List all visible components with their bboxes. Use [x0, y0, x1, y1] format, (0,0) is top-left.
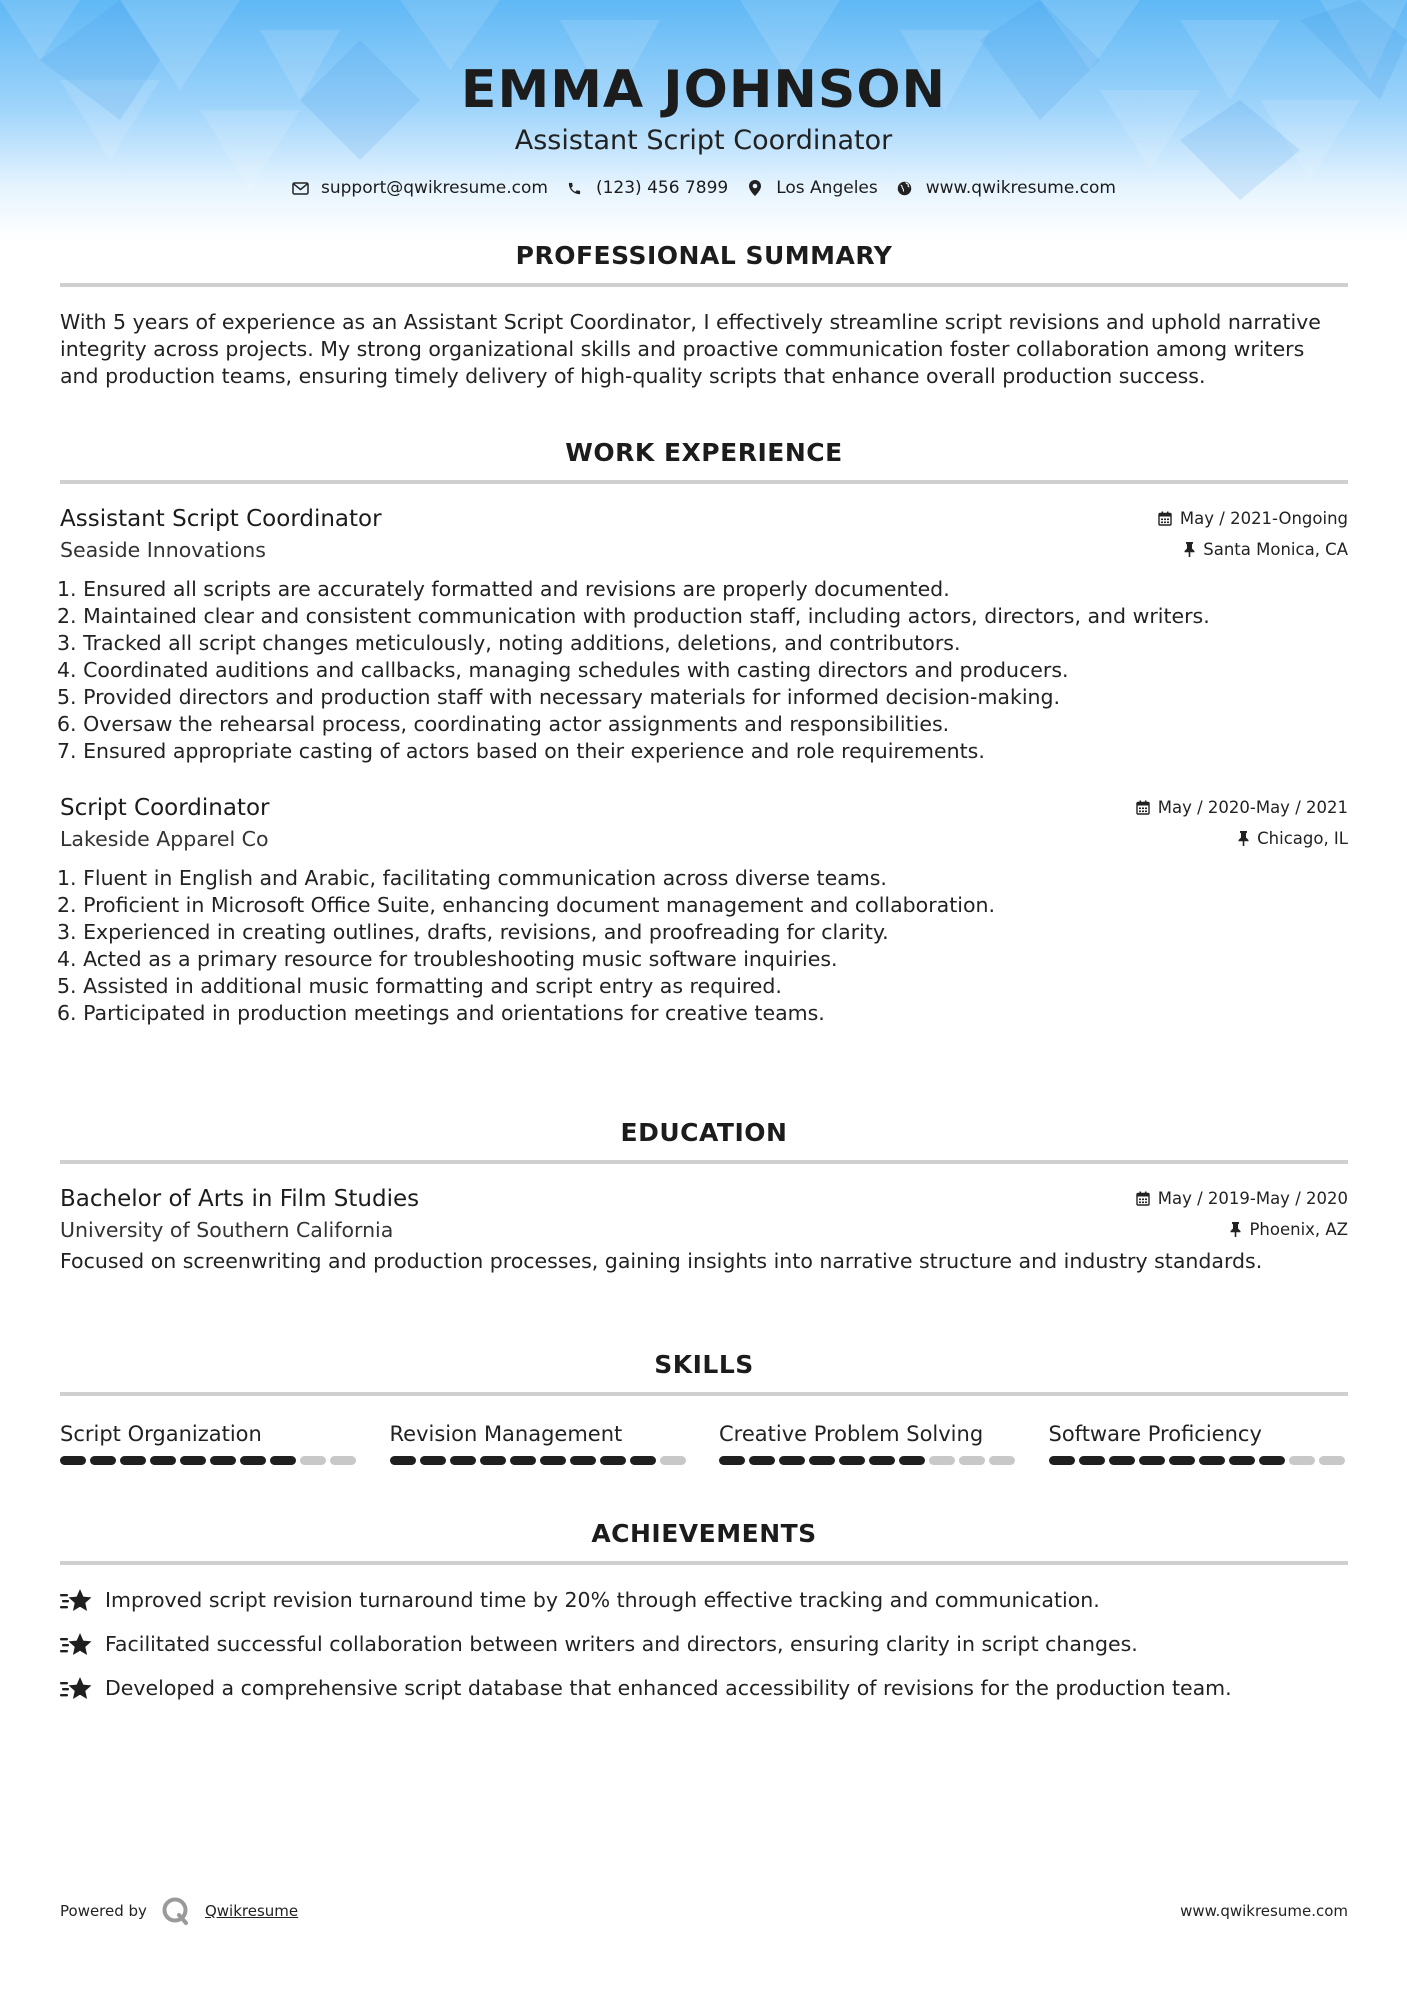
list-item: 1. Fluent in English and Arabic, facilitating communication across diverse teams. [57, 866, 887, 890]
school-name: University of Southern California [60, 1218, 394, 1242]
skill-level-segment [150, 1456, 176, 1465]
footer [60, 1896, 1348, 1926]
education-section [60, 1117, 1348, 1275]
job-title: Script Coordinator [60, 795, 270, 821]
skill-level-segment [210, 1456, 236, 1465]
skill-level-segment [899, 1456, 925, 1465]
education-entry [60, 1186, 1348, 1275]
skill-level-segment [1079, 1456, 1105, 1465]
skills-heading: SKILLS [654, 1350, 754, 1379]
skill-name: Creative Problem Solving [719, 1422, 984, 1446]
experience-section [57, 437, 1348, 1027]
skill-level-bar [60, 1456, 360, 1465]
experience-heading: WORK EXPERIENCE [565, 438, 843, 467]
job-title: Assistant Script Coordinator [60, 506, 382, 532]
skill-level-segment [420, 1456, 446, 1465]
section-divider [60, 283, 1348, 287]
education-dates: May / 2019-May / 2020 [1136, 1189, 1348, 1208]
skill-level-segment [450, 1456, 476, 1465]
achievements-heading: ACHIEVEMENTS [591, 1519, 817, 1548]
list-item: 6. Oversaw the rehearsal process, coordinating actor assignments and responsibilities. [57, 712, 950, 736]
skill-item [390, 1420, 690, 1465]
skill-level-segment [749, 1456, 775, 1465]
skill-level-segment [959, 1456, 985, 1465]
skill-level-segment [1169, 1456, 1195, 1465]
list-item: 3. Experienced in creating outlines, drafts, revisions, and proofreading for clarity. [57, 920, 889, 944]
skill-level-segment [1049, 1456, 1075, 1465]
skill-level-segment [270, 1456, 296, 1465]
skill-level-bar [390, 1456, 690, 1465]
list-item: 2. Proficient in Microsoft Office Suite, enhancing document management and collaboration. [57, 893, 995, 917]
calendar-icon [1136, 800, 1150, 815]
skill-level-segment [390, 1456, 416, 1465]
skill-level-segment [1109, 1456, 1135, 1465]
achievements-list [60, 1587, 1348, 1702]
skill-level-segment [1229, 1456, 1255, 1465]
achievements-section [60, 1518, 1348, 1719]
contact-email[interactable] [291, 178, 548, 198]
skill-level-segment [809, 1456, 835, 1465]
phone-icon [566, 179, 584, 197]
map-pin-icon [746, 179, 764, 197]
job-bullets [57, 865, 1348, 1027]
skills-list [60, 1420, 1348, 1465]
candidate-name: EMMA JOHNSON [460, 60, 947, 120]
calendar-icon [1158, 511, 1172, 526]
degree-title: Bachelor of Arts in Film Studies [60, 1186, 420, 1212]
job-dates: May / 2021-Ongoing [1158, 509, 1348, 528]
section-divider [60, 1561, 1348, 1565]
list-item: Improved script revision turnaround time by 20% through effective tracking and communication. [60, 1587, 1348, 1614]
education-description: Focused on screenwriting and production processes, gaining insights into narrative structure and industry standards. [60, 1249, 1263, 1273]
list-item: 5. Provided directors and production staff with necessary materials for informed decision-making. [57, 685, 1061, 709]
skill-level-segment [719, 1456, 745, 1465]
list-item: Developed a comprehensive script database that enhanced accessibility of revisions for the production team. [60, 1675, 1348, 1702]
skill-level-segment [1289, 1456, 1315, 1465]
education-heading: EDUCATION [620, 1118, 788, 1147]
job-entry [57, 795, 1348, 1027]
list-item: 4. Coordinated auditions and callbacks, managing schedules with casting directors and producers. [57, 658, 1069, 682]
contact-website[interactable] [896, 178, 1116, 198]
skill-item [60, 1420, 360, 1465]
skill-level-segment [330, 1456, 356, 1465]
skill-level-segment [1259, 1456, 1285, 1465]
section-divider [60, 480, 1348, 484]
job-location: Santa Monica, CA [1184, 540, 1348, 559]
skill-level-segment [480, 1456, 506, 1465]
contact-phone[interactable] [566, 178, 728, 198]
list-item: 6. Participated in production meetings and orientations for creative teams. [57, 1001, 825, 1025]
education-location: Phoenix, AZ [1230, 1220, 1348, 1239]
skill-level-segment [240, 1456, 266, 1465]
job-location: Chicago, IL [1238, 829, 1348, 848]
qwikresume-logo-icon [161, 1896, 191, 1926]
qwikresume-link[interactable]: Qwikresume [204, 1902, 299, 1920]
skill-level-segment [1319, 1456, 1345, 1465]
list-item: 4. Acted as a primary resource for troubleshooting music software inquiries. [57, 947, 838, 971]
section-divider [60, 1160, 1348, 1164]
list-item: 7. Ensured appropriate casting of actors based on their experience and role requirements. [57, 739, 985, 763]
contact-location [746, 178, 878, 198]
skill-level-segment [90, 1456, 116, 1465]
skill-level-segment [869, 1456, 895, 1465]
star-achievement-icon [60, 1588, 93, 1614]
skill-level-segment [929, 1456, 955, 1465]
location-text: Los Angeles [776, 178, 878, 198]
powered-by-label: Powered by [60, 1902, 147, 1920]
summary-heading: PROFESSIONAL SUMMARY [515, 241, 893, 270]
calendar-icon [1136, 1191, 1150, 1206]
globe-icon [896, 179, 914, 197]
star-achievement-icon [60, 1632, 93, 1658]
skill-name: Software Proficiency [1048, 1422, 1262, 1446]
skill-level-bar [1049, 1456, 1349, 1465]
skill-item [719, 1420, 1019, 1465]
contact-bar [0, 178, 1407, 198]
skill-level-segment [779, 1456, 805, 1465]
summary-section [60, 240, 1348, 390]
list-item: 3. Tracked all script changes meticulously, noting additions, deletions, and contributors. [57, 631, 961, 655]
skill-level-segment [839, 1456, 865, 1465]
skill-level-bar [719, 1456, 1019, 1465]
candidate-title: Assistant Script Coordinator [514, 125, 893, 156]
list-item: 1. Ensured all scripts are accurately formatted and revisions are properly documented. [57, 577, 950, 601]
skill-name: Script Organization [60, 1422, 262, 1446]
footer-website[interactable]: www.qwikresume.com [1180, 1902, 1348, 1920]
summary-text: With 5 years of experience as an Assistant Script Coordinator, I effectively streamline script revisions and uphold narrative integrity across projects. My strong organizational skills and proactive communication foster collaboration among writers and production teams, ensuring timely delivery of high-quality scripts that enhance overall production success. [60, 310, 1321, 388]
job-bullets [57, 576, 1348, 765]
skill-level-segment [510, 1456, 536, 1465]
list-item: Facilitated successful collaboration between writers and directors, ensuring clarity in script changes. [60, 1631, 1348, 1658]
skill-level-segment [300, 1456, 326, 1465]
skill-level-segment [600, 1456, 626, 1465]
skill-level-segment [630, 1456, 656, 1465]
skill-level-segment [660, 1456, 686, 1465]
job-dates: May / 2020-May / 2021 [1136, 798, 1348, 817]
pushpin-icon [1238, 831, 1249, 846]
pushpin-icon [1230, 1222, 1241, 1237]
skill-level-segment [60, 1456, 86, 1465]
list-item: 5. Assisted in additional music formatting and script entry as required. [57, 974, 782, 998]
section-divider [60, 1392, 1348, 1396]
star-achievement-icon [60, 1676, 93, 1702]
skill-level-segment [570, 1456, 596, 1465]
skill-item [1049, 1420, 1349, 1465]
skill-level-segment [120, 1456, 146, 1465]
skill-level-segment [1139, 1456, 1165, 1465]
skill-level-segment [180, 1456, 206, 1465]
skill-level-segment [1199, 1456, 1225, 1465]
website-text: www.qwikresume.com [925, 178, 1116, 198]
skill-level-segment [540, 1456, 566, 1465]
email-text: support@qwikresume.com [321, 178, 548, 198]
skill-level-segment [989, 1456, 1015, 1465]
envelope-icon [291, 179, 309, 197]
company-name: Seaside Innovations [60, 538, 266, 562]
job-entry [57, 506, 1348, 765]
company-name: Lakeside Apparel Co [60, 827, 269, 851]
list-item: 2. Maintained clear and consistent communication with production staff, including actors, directors, and writers. [57, 604, 1210, 628]
skills-section [60, 1349, 1348, 1465]
powered-by [60, 1896, 298, 1926]
pushpin-icon [1184, 542, 1195, 557]
skill-name: Revision Management [389, 1422, 623, 1446]
resume-header [0, 58, 1407, 198]
phone-text: (123) 456 7899 [595, 178, 729, 198]
